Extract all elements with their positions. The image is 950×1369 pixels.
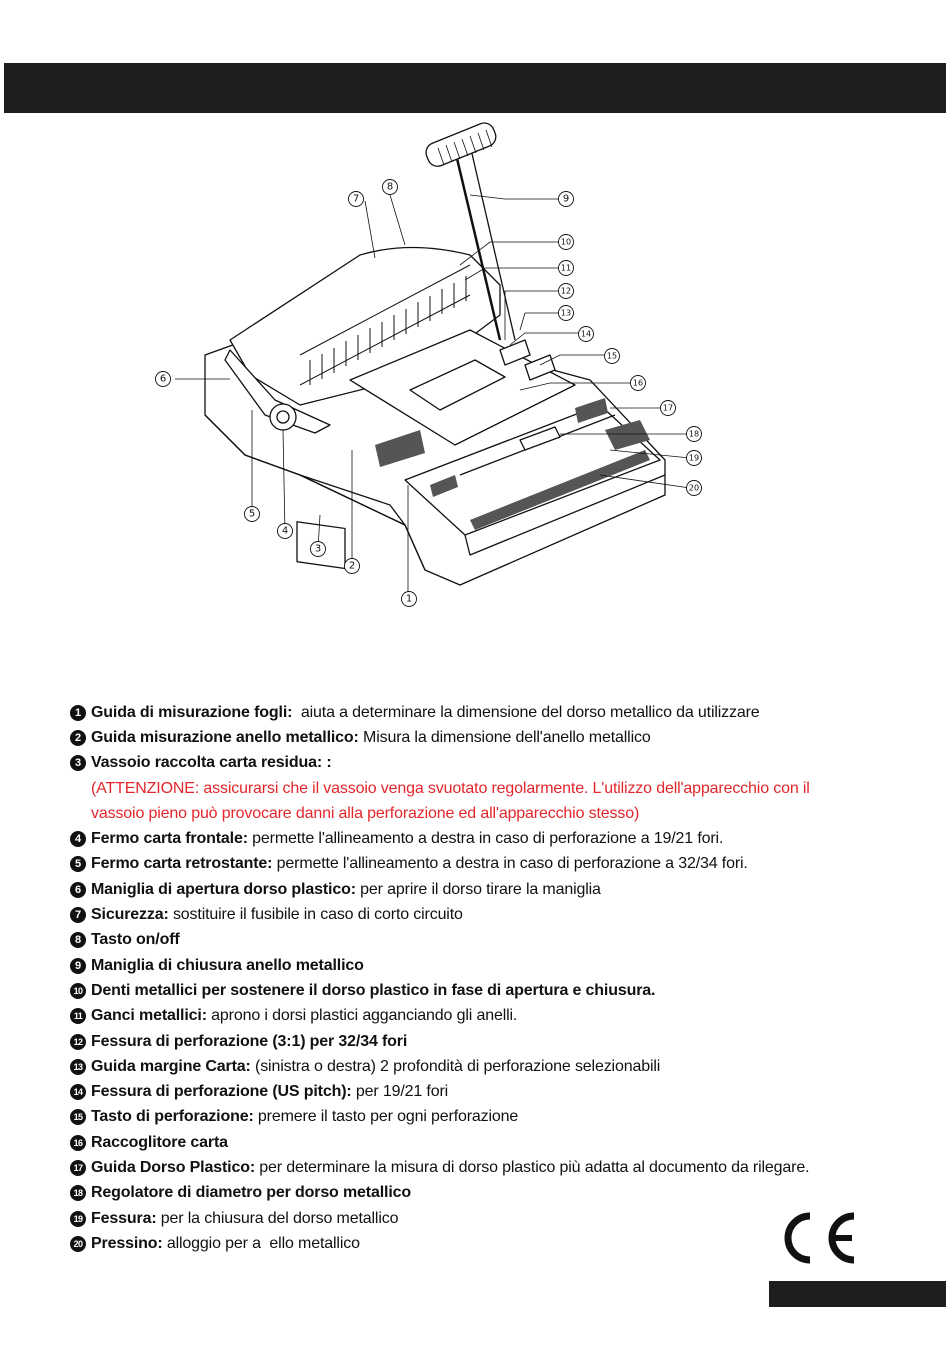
legend-item-3 — [70, 751, 900, 776]
number-badge: 2 — [70, 730, 86, 746]
item-desc: per determinare la misura di dorso plastico più adatta al documento da rilegare. — [255, 1158, 810, 1176]
legend-item-6 — [70, 877, 900, 902]
number-badge: 6 — [70, 882, 86, 898]
number-badge: 10 — [70, 983, 86, 999]
header-bar — [4, 63, 946, 113]
footer-bar — [769, 1281, 946, 1307]
legend-item-19 — [70, 1206, 900, 1231]
legend-item-16 — [70, 1130, 900, 1155]
callout-19: 19 — [688, 453, 700, 463]
legend-item-11 — [70, 1004, 900, 1029]
callout-6: 6 — [159, 373, 167, 385]
item-desc: per la chiusura del dorso metallico — [156, 1209, 399, 1227]
legend-list — [70, 700, 900, 1257]
callout-3: 3 — [314, 543, 322, 555]
number-badge: 9 — [70, 958, 86, 974]
legend-item-18 — [70, 1181, 900, 1206]
legend-item-5 — [70, 852, 900, 877]
item-label: Guida di misurazione fogli: — [91, 703, 293, 721]
item-desc: alloggio per a ello metallico — [162, 1234, 360, 1252]
warning-line-1: (ATTENZIONE: assicurarsi che il vassoio venga svuotato regolarmente. L'utilizzo dell'apparecchio con il — [91, 779, 810, 797]
item-desc: premere il tasto per ogni perforazione — [253, 1108, 519, 1126]
item-label: Fessura: — [91, 1209, 157, 1227]
legend-item-10 — [70, 978, 900, 1003]
callout-20: 20 — [688, 483, 700, 493]
callout-4: 4 — [281, 525, 289, 537]
number-badge: 7 — [70, 907, 86, 923]
callout-1: 1 — [405, 593, 413, 605]
callout-5: 5 — [248, 508, 256, 520]
callout-2: 2 — [348, 560, 356, 572]
warning-line-2: vassoio pieno può provocare danni alla perforazione ed all'apparecchio stesso) — [91, 804, 640, 822]
number-badge: 12 — [70, 1034, 86, 1050]
item-desc: per aprire il dorso tirare la maniglia — [355, 880, 601, 898]
number-badge: 20 — [70, 1236, 86, 1252]
number-badge: 1 — [70, 705, 86, 721]
legend-item-8 — [70, 928, 900, 953]
ce-mark-icon — [780, 1208, 860, 1268]
item-label: Pressino: — [91, 1234, 163, 1252]
legend-item-2 — [70, 725, 900, 750]
item-label: Fermo carta frontale: — [91, 830, 248, 848]
callout-18: 18 — [688, 429, 700, 439]
number-badge: 4 — [70, 831, 86, 847]
item-label: Denti metallici per sostenere il dorso plastico in fase di apertura e chiusura. — [91, 981, 656, 999]
legend-item-1 — [70, 700, 900, 725]
item-desc: Misura la dimensione dell'anello metallico — [358, 728, 651, 746]
number-badge: 5 — [70, 856, 86, 872]
item-desc: permette l'allineamento a destra in caso di perforazione a 32/34 fori. — [272, 855, 748, 873]
legend-item-4 — [70, 826, 900, 851]
item-desc: permette l'allineamento a destra in caso di perforazione a 19/21 fori. — [247, 830, 724, 848]
item-desc: sostituire il fusibile in caso di corto circuito — [168, 906, 463, 924]
callout-13: 13 — [560, 308, 572, 318]
item-label: Tasto di perforazione: — [91, 1108, 254, 1126]
item-label: Maniglia di apertura dorso plastico: — [91, 880, 356, 898]
item-label: Fermo carta retrostante: — [91, 855, 273, 873]
legend-item-15 — [70, 1105, 900, 1130]
item-label: Guida misurazione anello metallico: — [91, 728, 359, 746]
item-label: Maniglia di chiusura anello metallico — [91, 956, 364, 974]
item-desc: aprono i dorsi plastici agganciando gli anelli. — [206, 1007, 518, 1025]
callout-15: 15 — [606, 351, 618, 361]
callout-16: 16 — [632, 378, 644, 388]
number-badge: 17 — [70, 1160, 86, 1176]
legend-item-12 — [70, 1029, 900, 1054]
number-badge: 15 — [70, 1109, 86, 1125]
number-badge: 8 — [70, 932, 86, 948]
number-badge: 3 — [70, 755, 86, 771]
number-badge: 16 — [70, 1135, 86, 1151]
legend-item-9 — [70, 953, 900, 978]
legend-item-7 — [70, 902, 900, 927]
number-badge: 14 — [70, 1084, 86, 1100]
item-label: Fessura di perforazione (US pitch): — [91, 1083, 352, 1101]
callout-7: 7 — [352, 193, 360, 205]
callout-8: 8 — [386, 181, 394, 193]
callout-12: 12 — [560, 286, 572, 296]
legend-item-13 — [70, 1054, 900, 1079]
callout-9: 9 — [562, 193, 570, 205]
callout-17: 17 — [662, 403, 674, 413]
callout-10: 10 — [560, 237, 572, 247]
legend-item-17 — [70, 1155, 900, 1180]
machine-diagram — [0, 115, 950, 635]
number-badge: 13 — [70, 1059, 86, 1075]
item-desc: aiuta a determinare la dimensione del dorso metallico da utilizzare — [292, 703, 760, 721]
callout-14: 14 — [580, 329, 592, 339]
number-badge: 11 — [70, 1008, 86, 1024]
item-label: Sicurezza: — [91, 906, 169, 924]
item-label: Tasto on/off — [91, 931, 180, 949]
item-desc: per 19/21 fori — [351, 1083, 449, 1101]
item-label: Fessura di perforazione (3:1) per 32/34 fori — [91, 1032, 408, 1050]
number-badge: 18 — [70, 1185, 86, 1201]
legend-item-14 — [70, 1079, 900, 1104]
item-label: Raccoglitore carta — [91, 1133, 228, 1151]
number-badge: 19 — [70, 1211, 86, 1227]
callout-11: 11 — [560, 263, 572, 273]
item-label: Regolatore di diametro per dorso metallico — [91, 1184, 411, 1202]
item-label: Guida margine Carta: — [91, 1057, 251, 1075]
item-label: Vassoio raccolta carta residua: : — [91, 754, 332, 772]
item-label: Guida Dorso Plastico: — [91, 1158, 255, 1176]
item-desc: (sinistra o destra) 2 profondità di perforazione selezionabili — [250, 1057, 661, 1075]
item-label: Ganci metallici: — [91, 1007, 207, 1025]
legend-item-20 — [70, 1231, 900, 1256]
